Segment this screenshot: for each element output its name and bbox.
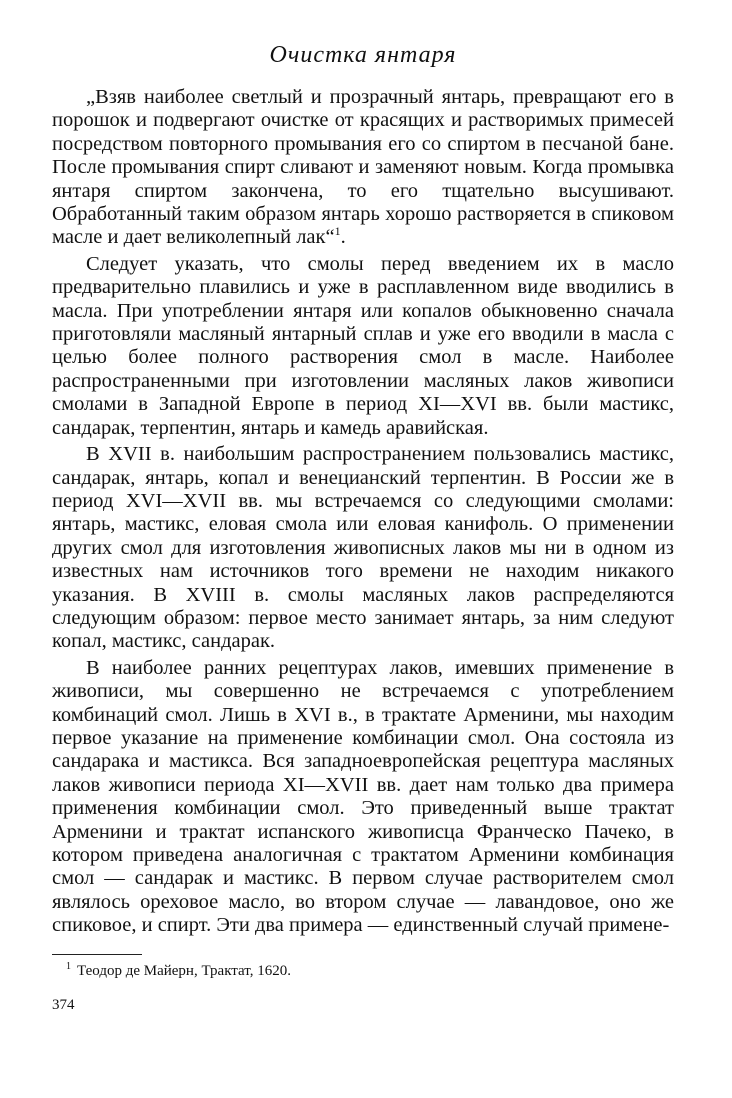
page-number: 374	[52, 996, 75, 1013]
footnote-reference: 1	[334, 224, 341, 239]
running-head: Очистка янтаря	[269, 42, 457, 68]
footnote	[66, 961, 674, 981]
paragraph-2: Следует указать, что смолы перед введением их в масло предварительно плавились и уже в расплавленном виде вводились в масла. При употреблении янтаря или копалов обыкновенно сначала приготовляли масляный янтарный сплав и уже его вводили в масла с целью более полного растворения смол в масле. Наиболее распространенными при изготовлении масляных лаков живописи смолами в Западной Европе в период XI—XVI вв. были мастикс, сандарак, терпентин, янтарь и камедь аравийская.	[52, 252, 674, 439]
paragraph-1-tail: .	[340, 226, 346, 249]
paragraph-1	[52, 86, 674, 250]
footnote-marker: 1	[66, 960, 71, 972]
footnote-divider	[52, 954, 142, 955]
paragraph-1-text: „Взяв наиболее светлый и прозрачный янтарь, превращают его в порошок и подвергают очистке от красящих и растворимых примесей посредством повторного промывания его со спиртом в песчаной бане. После промывания спирт сливают и заменяют новым. Когда промывка янтаря спиртом закончена, то его тщательно высушивают. Обработанный таким образом янтарь хорошо растворяется в спиковом масле и дает великолепный лак“	[52, 86, 674, 249]
paragraph-3: В XVII в. наибольшим распространением пользовались мастикс, сандарак, янтарь, копал и венецианский терпентин. В России же в период XVI—XVII вв. мы встречаемся со следующими смолами: янтарь, мастикс, еловая смола или еловая канифоль. О применении других смол для изготовления живописных лаков мы ни в одном из известных нам источников того времени не находим никакого указания. В XVIII в. смолы масляных лаков распределяются следующим образом: первое место занимает янтарь, за ним следуют копал, мастикс, сандарак.	[52, 443, 674, 653]
footnote-text: Теодор де Майерн, Трактат, 1620.	[77, 962, 291, 979]
paragraph-4: В наиболее ранних рецептурах лаков, имевших применение в живописи, мы совершенно не встречаемся с употреблением комбинаций смол. Лишь в XVI в., в трактате Арменини, мы находим первое указание на применение комбинации смол. Она состояла из сандарака и мастикса. Вся западноевропейская рецептура масляных лаков живописи периода XI—XVII вв. дает нам только два примера применения комбинации смол. Это приведенный выше трактат Арменини и трактат испанского живописца Франческо Пачеко, в котором приведена аналогичная с трактатом Арменини комбинация смол — сандарак и мастикс. В первом случае растворителем смол являлось ореховое масло, во втором случае — лавандовое, оно же спиковое, и спирт. Эти два примера — единственный случай примене-	[52, 656, 674, 937]
book-page	[52, 40, 674, 1080]
